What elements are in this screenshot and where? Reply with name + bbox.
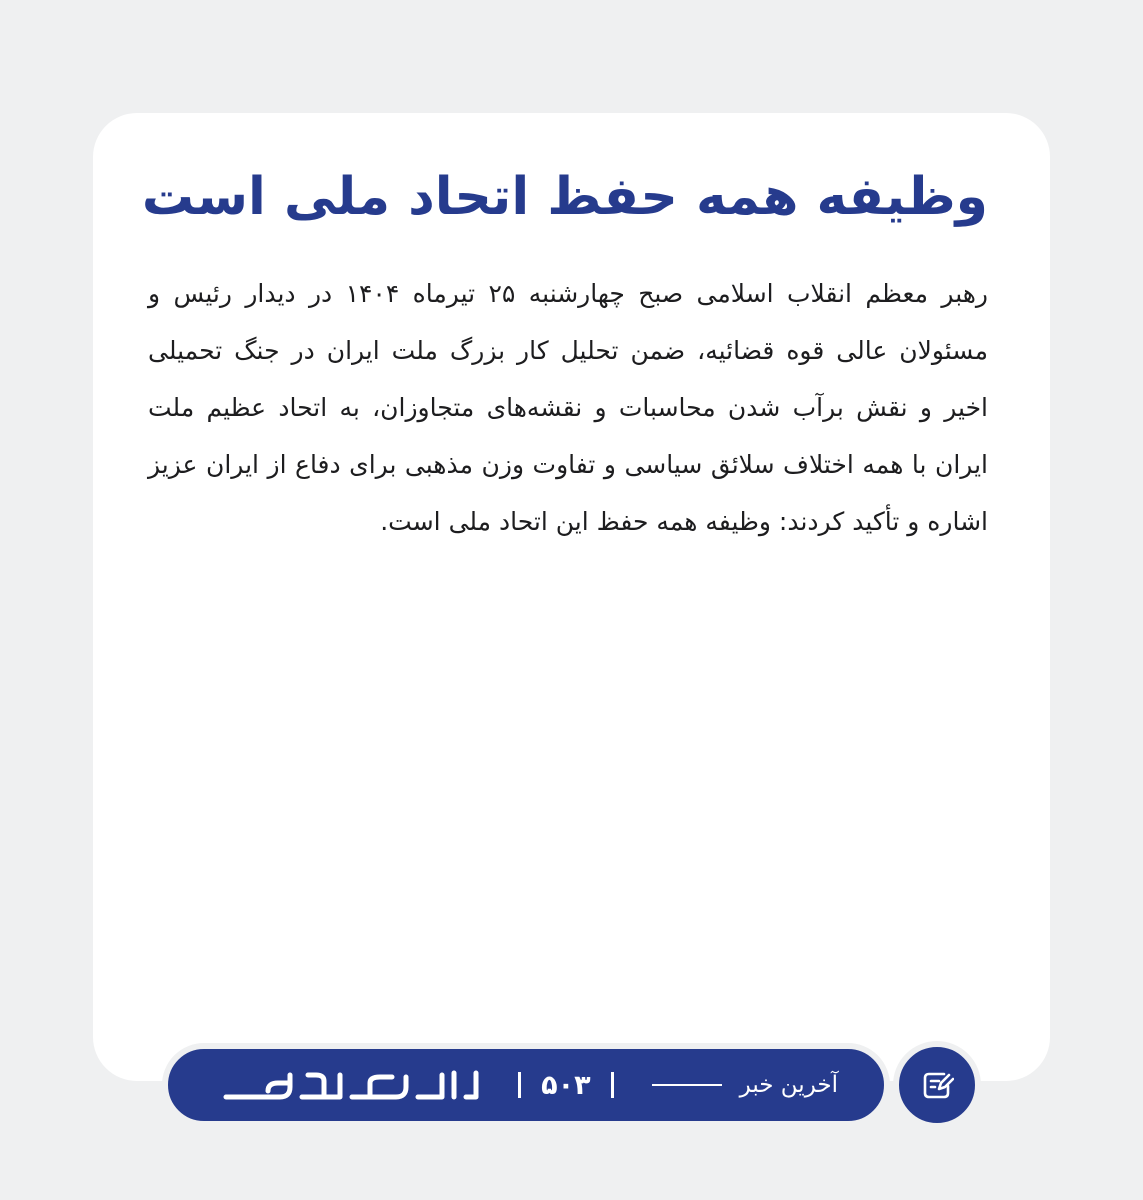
issue-number: ۵۰۳ [541,1069,591,1101]
news-card [93,113,1050,1081]
footer-label: آخرین خبر [739,1072,838,1098]
headline: وظیفه همه حفظ اتحاد ملی است [141,167,988,227]
footer-separator [518,1072,521,1098]
edit-button[interactable] [893,1041,981,1129]
footer-divider-line [652,1084,722,1086]
body-text: رهبر معظم انقلاب اسلامی صبح چهارشنبه ۲۵ تیرماه ۱۴۰۴ در دیدار رئیس و مسئولان عالی قوه قضائیه، ضمن تحلیل کار بزرگ ملت ایران در جنگ تحمیلی اخیر و نقش برآب شدن محاسبات و نقشه‌های متجاوزان، به اتحاد عظیم ملت ایران با همه اختلاف سلائق سیاسی و تفاوت وزن مذهبی برای دفاع از ایران عزیز اشاره و تأکید کردند: وظیفه همه حفظ این اتحاد ملی است. [148,279,988,536]
khat-hezbollah-logo [220,1065,482,1105]
edit-note-icon [920,1068,954,1102]
footer-separator [611,1072,614,1098]
footer-bar [162,1043,890,1127]
